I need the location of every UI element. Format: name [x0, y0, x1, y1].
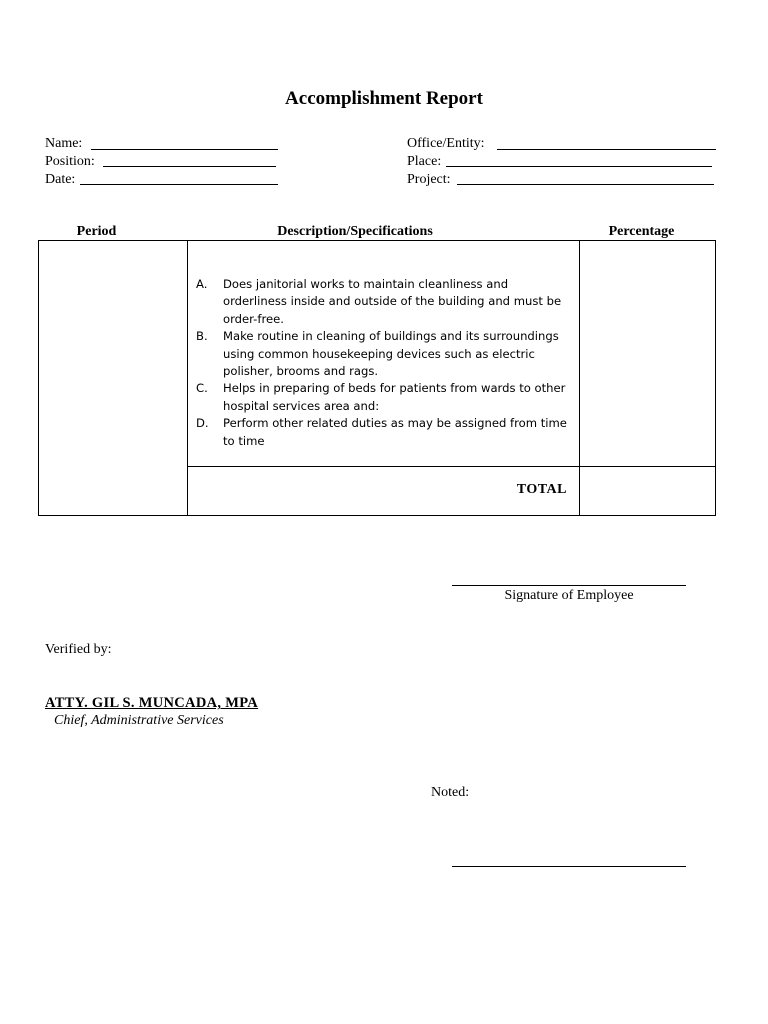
date-label: Date: [45, 172, 76, 187]
date-field[interactable] [80, 184, 278, 185]
employee-signature-line[interactable] [452, 585, 686, 586]
verified-by-label: Verified by: [45, 642, 112, 657]
place-field[interactable] [446, 166, 712, 167]
percentage-cell[interactable] [580, 241, 715, 466]
period-header: Period [76, 224, 117, 239]
name-field[interactable] [91, 149, 278, 150]
name-label: Name: [45, 136, 83, 151]
report-title: Accomplishment Report [285, 88, 483, 109]
task-marker: D. [196, 416, 209, 431]
task-marker: B. [196, 329, 208, 344]
description-header: Description/Specifications [277, 224, 433, 239]
position-field[interactable] [103, 166, 276, 167]
office-entity-label: Office/Entity: [407, 136, 485, 151]
total-label: TOTAL [516, 482, 567, 497]
verifier-name: ATTY. GIL S. MUNCADA, MPA [45, 695, 259, 711]
task-text: Make routine in cleaning of buildings and its surroundings using common housekeeping devices such as electric polisher, brooms and rags. [223, 329, 559, 379]
percentage-header: Percentage [608, 224, 675, 239]
task-item [196, 276, 571, 328]
task-marker: A. [196, 277, 208, 291]
task-item [196, 328, 571, 380]
total-percentage-cell[interactable] [580, 467, 715, 515]
noted-signature-line[interactable] [452, 866, 686, 867]
place-label: Place: [407, 154, 442, 169]
noted-label: Noted: [431, 785, 470, 800]
task-list [196, 276, 571, 450]
position-label: Position: [45, 154, 95, 169]
verifier-position: Chief, Administrative Services [54, 713, 224, 728]
task-item [196, 380, 571, 415]
task-text: Perform other related duties as may be assigned from time to time [223, 416, 567, 448]
office-entity-field[interactable] [497, 149, 716, 150]
task-marker: C. [196, 381, 208, 396]
task-text: Does janitorial works to maintain cleanliness and orderliness inside and outside of the building and must be order-free. [223, 277, 562, 326]
employee-signature-label: Signature of Employee [504, 588, 634, 603]
table-divider-period [187, 241, 188, 515]
description-cell [196, 276, 571, 450]
project-field[interactable] [457, 184, 714, 185]
task-text: Helps in preparing of beds for patients from wards to other hospital services area and: [223, 381, 566, 413]
period-cell[interactable] [39, 241, 187, 515]
accomplishment-table [38, 240, 716, 516]
project-label: Project: [407, 172, 451, 187]
task-item [196, 415, 571, 450]
